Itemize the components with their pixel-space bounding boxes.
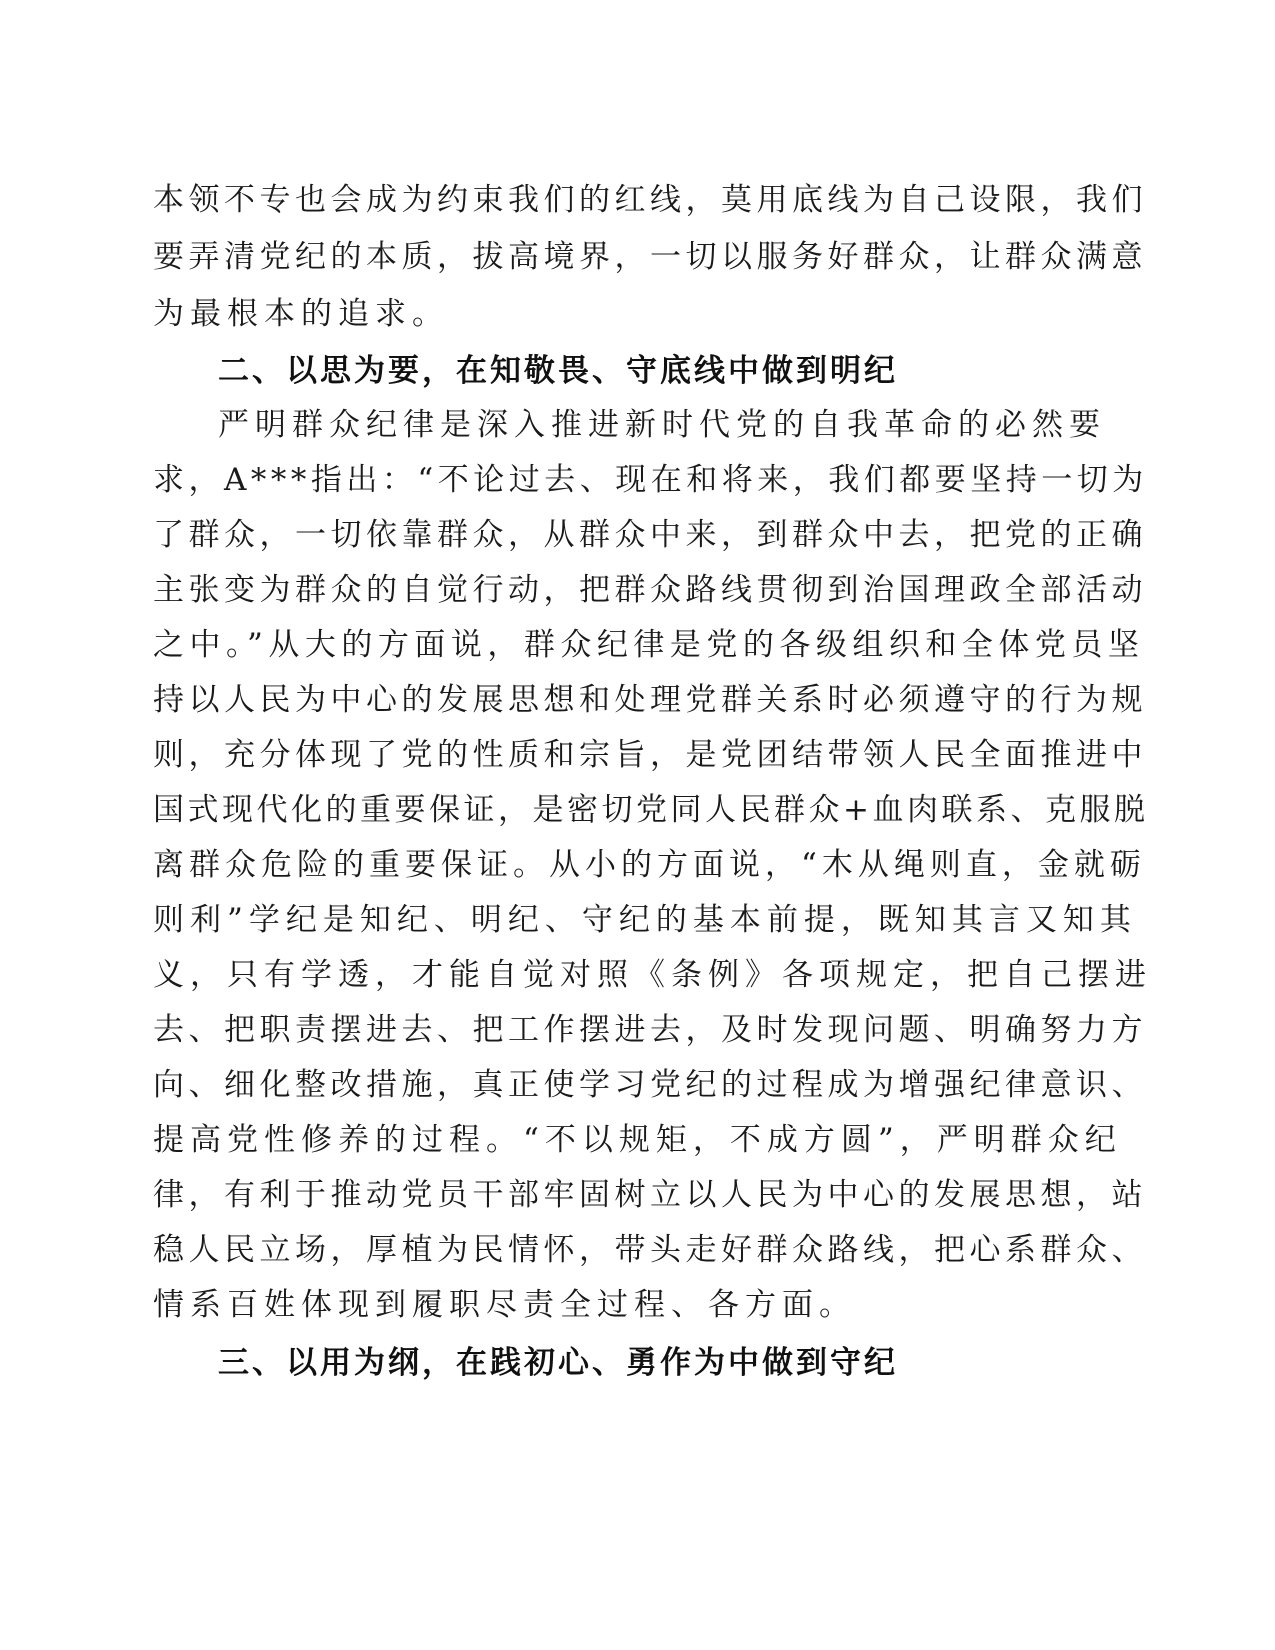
body-text-line: 离群众危险的重要保证。从小的方面说，“木从绳则直，金就砺 (153, 847, 1146, 883)
body-text-line: 去、把职责摆进去、把工作摆进去，及时发现问题、明确努力方 (153, 1012, 1147, 1048)
body-text-line: 义，只有学透，才能自觉对照《条例》各项规定，把自己摆进 (153, 957, 1152, 993)
body-text-line: 则，充分体现了党的性质和宗旨，是党团结带领人民全面推进中 (153, 737, 1147, 773)
body-text-line: 要弄清党纪的本质，拔高境界，一切以服务好群众，让群众满意 (153, 239, 1147, 275)
body-text-line: 律，有利于推动党员干部牢固树立以人民为中心的发展思想，站 (153, 1177, 1147, 1213)
body-text-line: 提高党性修养的过程。“不以规矩，不成方圆”，严明群众纪 (153, 1122, 1122, 1158)
body-text-line: 之中。”从大的方面说，群众纪律是党的各级组织和全体党员坚 (153, 627, 1145, 663)
body-text-line: 了群众，一切依靠群众，从群众中来，到群众中去，把党的正确 (153, 517, 1147, 553)
body-text-line: 情系百姓体现到履职尽责全过程、各方面。 (153, 1287, 856, 1323)
section-heading: 二、以思为要，在知敬畏、守底线中做到明纪 (218, 353, 898, 389)
body-text-line: 国式现代化的重要保证，是密切党同人民群众+血肉联系、克服脱 (153, 792, 1149, 828)
body-text-line: 求，A***指出：“不论过去、现在和将来，我们都要坚持一切为 (153, 462, 1148, 498)
body-text-line: 为最根本的追求。 (153, 296, 449, 332)
body-text-line: 向、细化整改措施，真正使学习党纪的过程成为增强纪律意识、 (153, 1067, 1147, 1103)
section-heading: 三、以用为纲，在践初心、勇作为中做到守纪 (218, 1345, 898, 1381)
body-text-line: 本领不专也会成为约束我们的红线，莫用底线为自己设限，我们 (153, 182, 1147, 218)
body-text-line: 严明群众纪律是深入推进新时代党的自我革命的必然要 (218, 407, 1106, 443)
body-text-line: 则利”学纪是知纪、明纪、守纪的基本前提，既知其言又知其 (153, 902, 1137, 938)
body-text-line: 主张变为群众的自觉行动，把群众路线贯彻到治国理政全部活动 (153, 572, 1147, 608)
body-text-line: 持以人民为中心的发展思想和处理党群关系时必须遵守的行为规 (153, 682, 1147, 718)
body-text-line: 稳人民立场，厚植为民情怀，带头走好群众路线，把心系群众、 (153, 1232, 1147, 1268)
